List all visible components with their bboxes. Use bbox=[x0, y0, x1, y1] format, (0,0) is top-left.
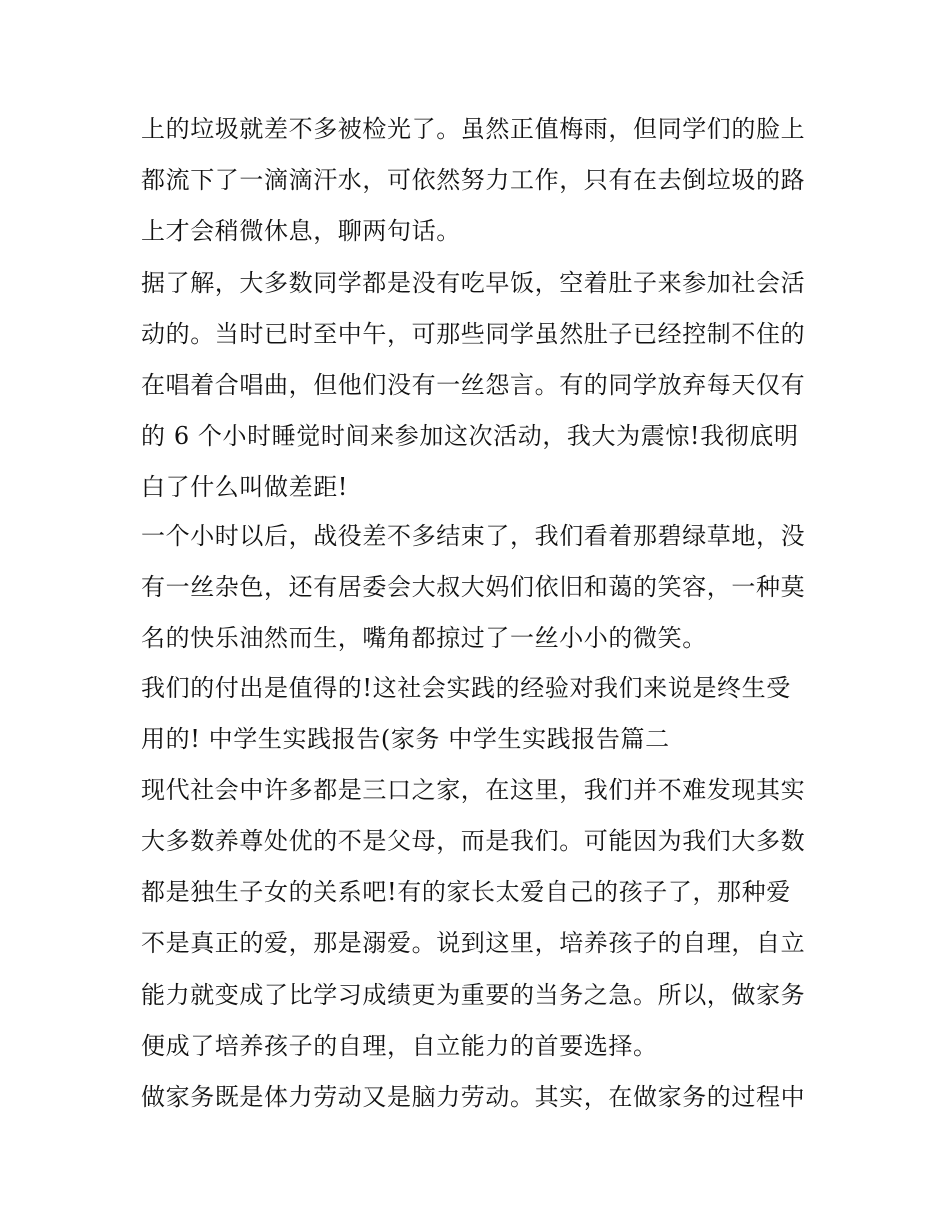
text-line: 上才会稍微休息，聊两句话。 bbox=[141, 217, 461, 245]
text-line: 大多数养尊处优的不是父母，而是我们。可能因为我们大多数 bbox=[141, 827, 806, 855]
text-line: 现代社会中许多都是三口之家，在这里，我们并不难发现其实 bbox=[141, 776, 806, 804]
text-line: 的 6 个小时睡觉时间来参加这次活动，我大为震惊!我彻底明 bbox=[141, 422, 799, 450]
text-line: 上的垃圾就差不多被检光了。虽然正值梅雨，但同学们的脸上 bbox=[141, 115, 806, 143]
text-line: 不是真正的爱，那是溺爱。说到这里，培养孩子的自理，自立 bbox=[141, 929, 806, 957]
text-line: 都流下了一滴滴汗水，可依然努力工作，只有在去倒垃圾的路 bbox=[141, 166, 806, 194]
text-line: 便成了培养孩子的自理，自立能力的首要选择。 bbox=[141, 1032, 658, 1060]
text-line: 能力就变成了比学习成绩更为重要的当务之急。所以，做家务 bbox=[141, 981, 806, 1009]
text-line: 名的快乐油然而生，嘴角都掠过了一丝小小的微笑。 bbox=[141, 624, 707, 652]
text-line: 我们的付出是值得的!这社会实践的经验对我们来说是终生受 bbox=[141, 674, 791, 702]
text-line: 都是独生子女的关系吧!有的家长太爱自己的孩子了，那种爱 bbox=[141, 878, 791, 906]
text-line: 在唱着合唱曲，但他们没有一丝怨言。有的同学放弃每天仅有 bbox=[141, 371, 806, 399]
text-line: 白了什么叫做差距! bbox=[141, 473, 349, 501]
text-line: 动的。当时已时至中午，可那些同学虽然肚子已经控制不住的 bbox=[141, 320, 806, 348]
text-line: 用的! 中学生实践报告(家务 中学生实践报告篇二 bbox=[141, 725, 670, 753]
text-line: 一个小时以后，战役差不多结束了，我们看着那碧绿草地，没 bbox=[141, 522, 806, 550]
text-line: 有一丝杂色，还有居委会大叔大妈们依旧和蔼的笑容，一种莫 bbox=[141, 573, 806, 601]
text-line: 做家务既是体力劳动又是脑力劳动。其实，在做家务的过程中 bbox=[141, 1083, 806, 1111]
text-line: 据了解，大多数同学都是没有吃早饭，空着肚子来参加社会活 bbox=[141, 269, 806, 297]
